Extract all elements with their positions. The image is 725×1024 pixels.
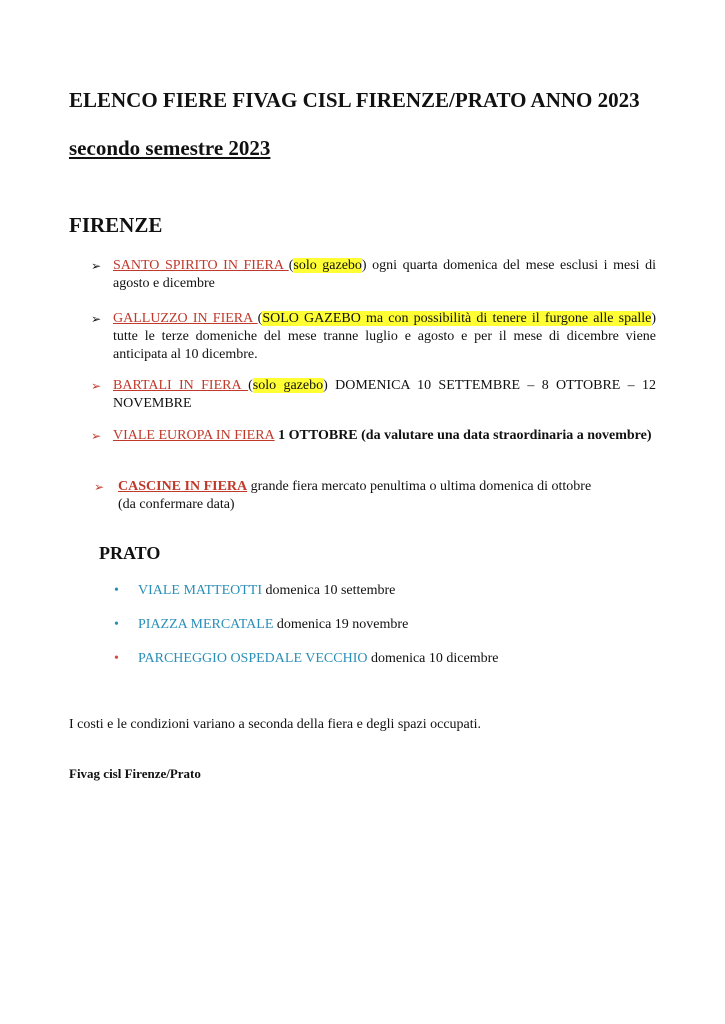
fair-description: 1 OTTOBRE (da valutare una data straordinaria a novembre) [274,428,652,443]
bullet-icon: • [114,651,119,666]
fair-name[interactable]: BARTALI IN FIERA [113,378,249,393]
document-subtitle: secondo semestre 2023 [69,136,271,160]
signature: Fivag cisl Firenze/Prato [69,766,201,781]
firenze-item-bartali [91,377,657,413]
prato-item-mercatale [114,616,409,634]
prato-item-matteotti [114,582,396,600]
place-date: domenica 19 novembre [273,617,409,632]
place-date: domenica 10 dicembre [367,651,499,666]
note-paren: ) [323,378,328,393]
fair-description: tutte le terze domeniche del mese tranne luglio e agosto e per il mese di dicembre viene anticipata al 10 dicembre. [113,329,656,362]
bullet-icon: • [114,583,119,598]
firenze-heading: FIRENZE [69,213,163,237]
fair-description: DOMENICA 10 SETTEMBRE – 8 OTTOBRE – 12 NOVEMBRE [113,378,657,411]
prato-heading: PRATO [99,543,161,563]
arrow-bullet-icon: ➢ [91,259,102,273]
fair-description: grande fiera mercato penultima o ultima domenica di ottobre (da confermare data) [118,479,592,512]
note-paren: ( [248,378,253,393]
note-paren: ( [257,311,263,326]
fair-name[interactable]: GALLUZZO IN FIERA [113,311,258,326]
place-name: VIALE MATTEOTTI [138,583,263,598]
fair-name[interactable]: SANTO SPIRITO IN FIERA [113,258,289,273]
fair-description: ogni quarta domenica del mese esclusi i mesi di agosto e dicembre [113,258,656,291]
highlight-note: solo gazebo [293,258,362,273]
place-date: domenica 10 settembre [262,583,396,598]
bullet-icon: • [114,617,119,632]
document-title: ELENCO FIERE FIVAG CISL FIRENZE/PRATO ANNO 2023 [69,88,640,112]
fair-name[interactable]: VIALE EUROPA IN FIERA [113,428,275,443]
note-paren: ) [651,311,656,326]
arrow-bullet-icon: ➢ [91,379,102,393]
highlight-note: SOLO GAZEBO ma con possibilità di tenere il furgone alle spalle [262,311,652,326]
firenze-item-santo-spirito [91,257,656,293]
arrow-bullet-icon: ➢ [94,480,105,494]
firenze-item-viale-europa [91,427,656,445]
highlight-note: solo gazebo [252,378,324,393]
note-paren: ( [288,258,294,273]
place-name: PARCHEGGIO OSPEDALE VECCHIO [138,651,368,666]
arrow-bullet-icon: ➢ [91,312,102,326]
prato-item-ospedale [114,650,499,668]
place-name: PIAZZA MERCATALE [138,617,274,632]
firenze-item-cascine [94,478,598,514]
footer-note: I costi e le condizioni variano a seconda della fiera e degli spazi occupati. [69,717,482,732]
arrow-bullet-icon: ➢ [91,429,102,443]
fair-name[interactable]: CASCINE IN FIERA [118,479,248,494]
note-paren: ) [361,258,367,273]
firenze-item-galluzzo [91,310,656,364]
